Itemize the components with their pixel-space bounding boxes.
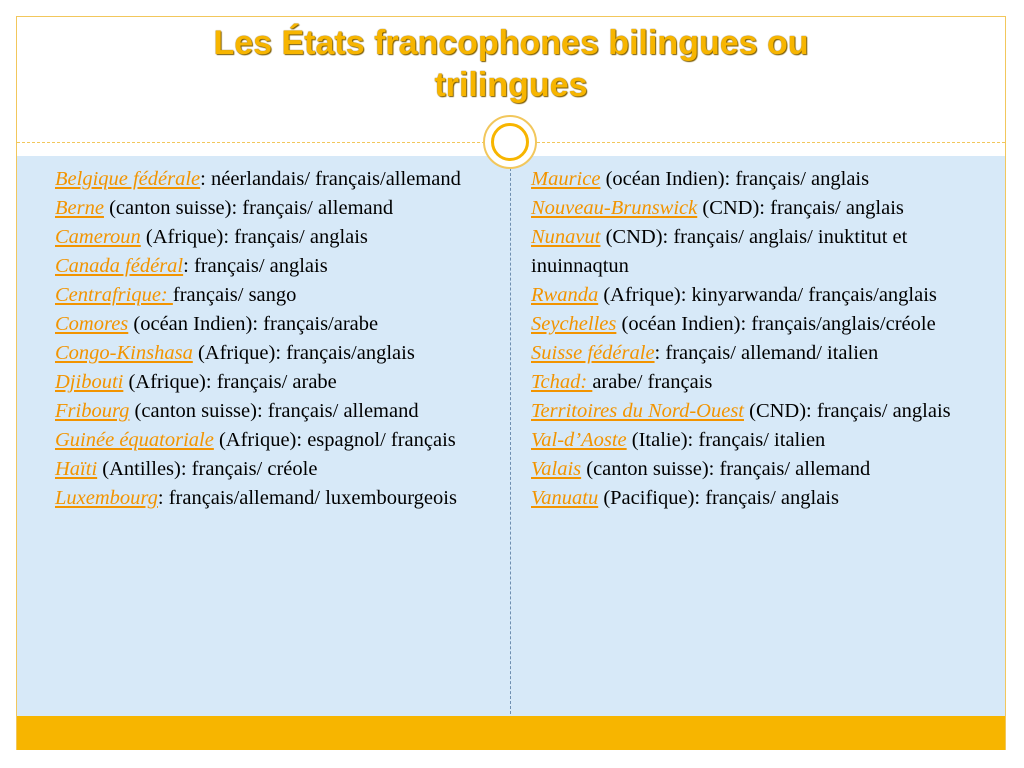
- entry-description: (Afrique): français/ anglais: [140, 226, 368, 248]
- entry-description: (canton suisse): français/ allemand: [129, 400, 419, 422]
- place-link[interactable]: Canada fédéral: [55, 255, 184, 277]
- list-item: [531, 397, 986, 426]
- place-link[interactable]: Comores: [55, 313, 129, 335]
- list-item: [531, 310, 986, 339]
- list-item: [55, 397, 495, 426]
- list-item: [531, 426, 986, 455]
- circle-ornament-icon: [483, 115, 537, 169]
- list-item: [531, 368, 986, 397]
- place-link[interactable]: Seychelles: [531, 313, 617, 335]
- place-link[interactable]: Belgique fédérale: [55, 168, 201, 190]
- circle-ornament-inner: [491, 123, 529, 161]
- entry-description: (océan Indien): français/anglais/créole: [616, 313, 936, 335]
- place-link[interactable]: Territoires du Nord-Ouest: [531, 400, 744, 422]
- place-link[interactable]: Congo-Kinshasa: [55, 342, 193, 364]
- list-item: [55, 194, 495, 223]
- list-item: [55, 281, 495, 310]
- list-item: [55, 484, 495, 513]
- entry-description: (Afrique): espagnol/ français: [213, 429, 456, 451]
- place-link[interactable]: Nouveau-Brunswick: [531, 197, 698, 219]
- entry-description: (Afrique): français/anglais: [192, 342, 415, 364]
- place-link[interactable]: Valais: [531, 458, 582, 480]
- list-item: [55, 339, 495, 368]
- list-item: [531, 165, 986, 194]
- place-link[interactable]: Cameroun: [55, 226, 141, 248]
- entry-description: (océan Indien): français/arabe: [128, 313, 379, 335]
- list-item: [531, 455, 986, 484]
- footer-band: [17, 716, 1005, 750]
- entry-description: (Afrique): français/ arabe: [123, 371, 337, 393]
- place-link[interactable]: Vanuatu: [531, 487, 599, 509]
- place-link[interactable]: Val-d’Aoste: [531, 429, 627, 451]
- entry-description: (canton suisse): français/ allemand: [581, 458, 871, 480]
- entry-description: (CND): français/ anglais/ inuktitut et inuinnaqtun: [531, 226, 908, 277]
- entry-description: (CND): français/ anglais: [697, 197, 904, 219]
- list-item: [531, 223, 986, 281]
- place-link[interactable]: Fribourg: [55, 400, 130, 422]
- place-link[interactable]: Haïti: [55, 458, 98, 480]
- entry-description: (Afrique): kinyarwanda/ français/anglais: [598, 284, 937, 306]
- entry-description: arabe/ français: [592, 371, 713, 393]
- entry-description: : français/ allemand/ italien: [654, 342, 879, 364]
- list-item: [531, 484, 986, 513]
- list-item: [55, 252, 495, 281]
- place-link[interactable]: Tchad:: [531, 371, 593, 393]
- right-column: [531, 165, 986, 513]
- title-line-2: trilingues: [434, 66, 588, 104]
- list-item: [531, 281, 986, 310]
- entry-description: (canton suisse): français/ allemand: [103, 197, 394, 219]
- place-link[interactable]: Suisse fédérale: [531, 342, 655, 364]
- title-line-1: Les États francophones bilingues ou: [213, 24, 809, 62]
- column-divider: [510, 158, 511, 714]
- list-item: [55, 368, 495, 397]
- place-link[interactable]: Luxembourg: [55, 487, 158, 509]
- list-item: [531, 194, 986, 223]
- entry-description: (Pacifique): français/ anglais: [598, 487, 839, 509]
- entry-description: : français/allemand/ luxembourgeois: [157, 487, 457, 509]
- left-column: [55, 165, 495, 513]
- place-link[interactable]: Guinée équatoriale: [55, 429, 214, 451]
- place-link[interactable]: Centrafrique:: [55, 284, 173, 306]
- list-item: [55, 310, 495, 339]
- list-item: [55, 426, 495, 455]
- list-item: [531, 339, 986, 368]
- place-link[interactable]: Maurice: [531, 168, 601, 190]
- list-item: [55, 165, 495, 194]
- entry-description: français/ sango: [172, 284, 297, 306]
- entry-description: : néerlandais/ français/allemand: [200, 168, 461, 190]
- place-link[interactable]: Rwanda: [531, 284, 599, 306]
- place-link[interactable]: Berne: [55, 197, 104, 219]
- list-item: [55, 223, 495, 252]
- entry-description: (Antilles): français/ créole: [97, 458, 318, 480]
- entry-description: (Italie): français/ italien: [626, 429, 826, 451]
- place-link[interactable]: Nunavut: [531, 226, 601, 248]
- list-item: [55, 455, 495, 484]
- entry-description: (CND): français/ anglais: [744, 400, 951, 422]
- place-link[interactable]: Djibouti: [55, 371, 124, 393]
- entry-description: (océan Indien): français/ anglais: [600, 168, 870, 190]
- entry-description: : français/ anglais: [183, 255, 328, 277]
- slide-title: [16, 22, 1006, 106]
